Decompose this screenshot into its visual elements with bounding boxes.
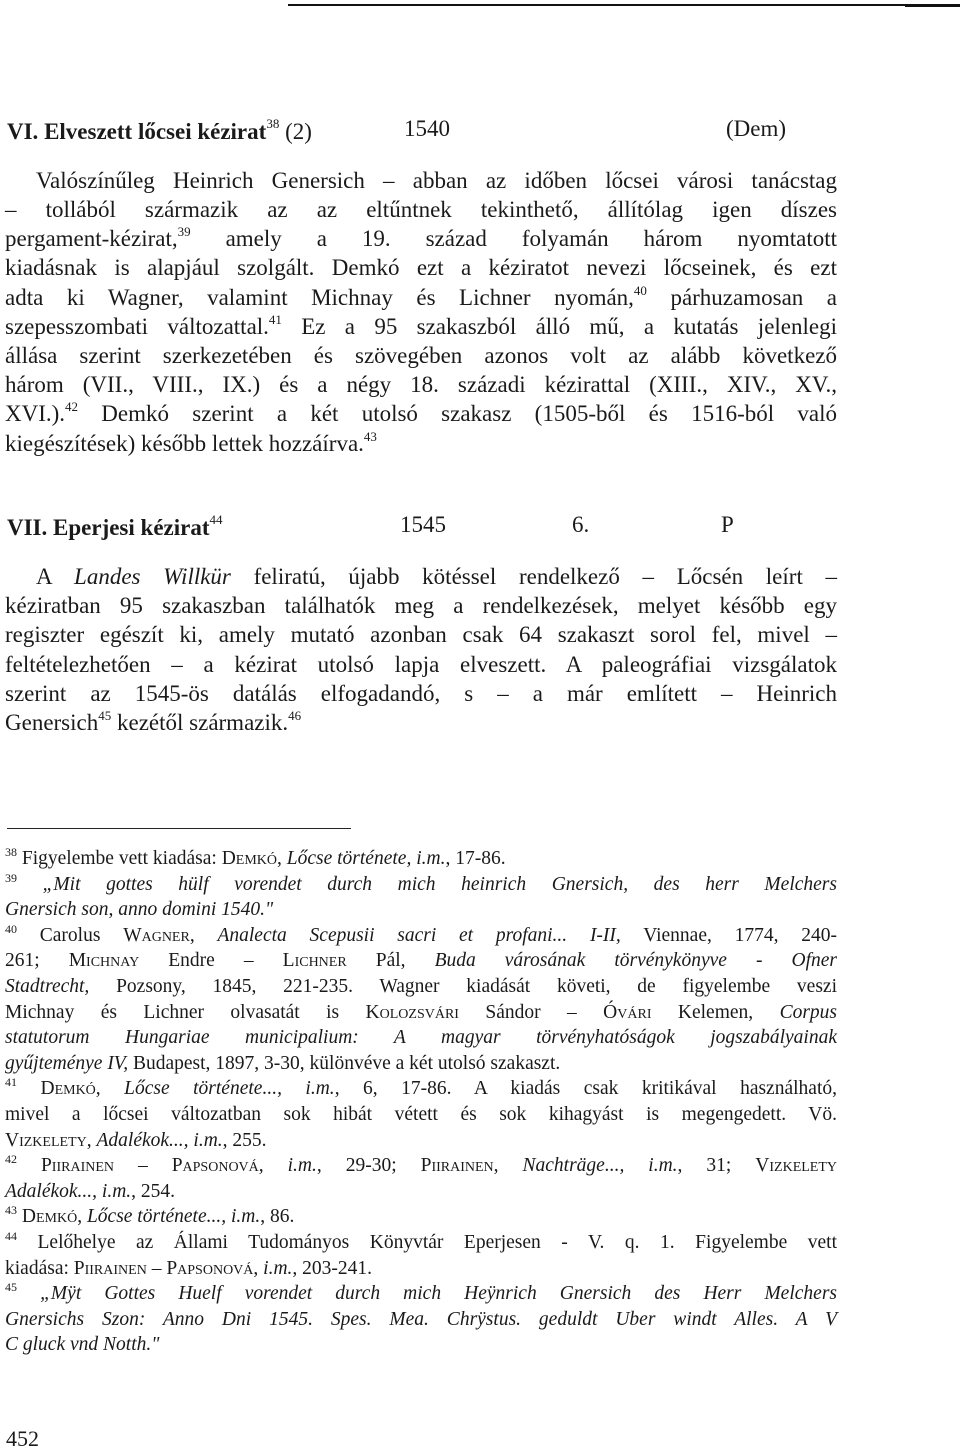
text-line: – tollából származik az az eltűntnek tekinthető, állítólag igen díszes <box>5 197 837 222</box>
section-7-heading <box>7 512 734 541</box>
footnote-41-cont: mivel a lőcsei változatban sok hibát vétett és sok kihagyást is megengedett. Vö. <box>5 1103 837 1125</box>
footnote-40-cont: Stadtrecht, Pozsony, 1845, 221-235. Wagner kiadását követi, de figyelembe veszi <box>5 975 837 997</box>
text-line: adta ki Wagner, valamint Michnay és Lichner nyomán,$^{40}$ párhuzamosan a <box>5 282 837 310</box>
text-line: feltételezhetően – a kézirat utolsó lapja elveszett. A paleográfiai vizsgálatok <box>5 651 837 677</box>
top-rule-thick <box>905 4 960 7</box>
footnote-40: $^{40}$ Carolus Wagner, Analecta Scepusii sacri et profani... I-II, Viennae, 1774, 240- <box>5 921 838 946</box>
text-line: kiadásnak is alapjául szolgált. Demkó ezt a kéziratot nevezi lőcseinek, és ezt <box>5 255 837 281</box>
section-6-paragraph-body <box>5 195 837 458</box>
section-6-count: (2) <box>285 119 312 144</box>
footnote-45-cont: C gluck vnd Notth." <box>5 1334 160 1356</box>
section-7-count: 6. <box>572 512 590 537</box>
text-line: Genersich$^{45}$ kezétől származik.$^{46}$ <box>5 708 302 736</box>
section-6-heading <box>7 116 787 145</box>
footnote-ref: 38 <box>266 116 280 131</box>
footnote-40-cont: gyűjteménye IV, Budapest, 1897, 3-30, különvéve a két utolsó szakaszt. <box>5 1052 561 1074</box>
footnote-38: $^{38}$ Figyelembe vett kiadása: Demkó, Lőcse története, i.m., 17-86. <box>5 845 506 869</box>
section-6-year: 1540 <box>404 116 450 141</box>
footnote-39-cont: Gnersich son, anno domini 1540." <box>5 899 274 921</box>
text-line: kéziratban 95 szakaszban találhatók meg a rendelkezések, melyet később egy <box>5 593 837 619</box>
text-line: kiegészítések) később lettek hozzáírva.$^{43}$ <box>5 428 377 456</box>
footnote-40-cont: statutorum Hungariae municipalium: A magyar törvényhatóságok jogszabályainak <box>5 1027 837 1049</box>
text-line: XVI.).$^{42}$ Demkó szerint a két utolsó szakasz (1505-ből és 1516-ból való <box>5 399 837 427</box>
footnote-45: $^{45}$ „Mÿt Gottes Huelf vorendet durch mich Heÿnrich Gnersich des Herr Melchers <box>5 1280 837 1305</box>
footnote-ref: 44 <box>209 512 223 527</box>
footnote-41-cont: Vizkelety, Adalékok..., i.m., 255. <box>5 1129 267 1151</box>
section-6-title: Elveszett lőcsei kézirat <box>44 119 267 144</box>
footnotes <box>5 846 837 1358</box>
section-7-paragraph <box>5 562 837 737</box>
footnote-39: $^{39}$ „Mit gottes hülf vorendet durch mich heinrich Gnersich, des herr Melchers <box>5 870 837 895</box>
text-line: regiszter egészít ki, amely mutató azonban csak 64 szakaszt sorol fel, mivel – <box>5 622 837 648</box>
footnote-44-cont: kiadása: Piirainen – Papsonová, i.m., 203-241. <box>5 1257 373 1279</box>
text-line: állása szerint szerkezetében és szövegében azonos volt az alább következő <box>5 343 837 369</box>
footnote-42: $^{42}$ Piirainen – Papsonová, i.m., 29-30; Piirainen, Nachträge..., i.m., 31; Vizkelety <box>5 1152 838 1177</box>
footnote-41: $^{41}$ Demkó, Lőcse története..., i.m., 6, 17-86. A kiadás csak kritikával használható, <box>5 1075 837 1100</box>
text-line: A Landes Willkür feliratú, újabb kötéssel rendelkező – Lőcsén leírt – <box>36 564 838 589</box>
footnote-45-cont: Gnersichs Szon: Anno Dni 1545. Spes. Mea. Chrÿstus. geduldt Uber windt Alles. A V <box>5 1308 837 1330</box>
section-6-number: VI. <box>7 119 39 144</box>
section-7-number: VII. <box>7 515 48 540</box>
section-7-title: Eperjesi kézirat <box>53 515 210 540</box>
footnote-42-cont: Adalékok..., i.m., 254. <box>5 1180 176 1202</box>
section-6-paragraph <box>36 166 837 195</box>
text-line: pergament-kézirat,$^{39}$ amely a 19. század folyamán három nyomtatott <box>5 224 837 252</box>
footnote-43: $^{43}$ Demkó, Lőcse története..., i.m., 86. <box>5 1203 295 1228</box>
page-number: 452 <box>6 1426 39 1451</box>
top-rule <box>288 4 960 6</box>
text-line: szerint az 1545-ös datálás elfogadandó, s – a már említett – Heinrich <box>5 680 837 706</box>
section-7-year: 1545 <box>400 512 446 537</box>
footnote-separator <box>7 828 351 829</box>
text-line: szepesszombati változattal.$^{41}$ Ez a 95 szakaszból álló mű, a kutatás jelenlegi <box>5 311 837 339</box>
section-7-code: P <box>721 512 734 537</box>
footnote-40-cont: 261; Michnay Endre – Lichner Pál, Buda városának törvénykönyve - Ofner <box>5 950 838 972</box>
text-line: Valószínűleg Heinrich Genersich – abban az időben lőcsei városi tanácstag <box>36 168 837 193</box>
footnote-44: $^{44}$ Lelőhelye az Állami Tudományos Könyvtár Eperjesen - V. q. 1. Figyelembe vett <box>5 1228 837 1253</box>
text-line: három (VII., VIII., IX.) és a négy 18. századi kézirattal (XIII., XIV., XV., <box>5 372 837 398</box>
section-6-code: (Dem) <box>726 116 787 141</box>
footnote-40-cont: Michnay és Lichner olvasatát is Kolozsvári Sándor – Óvári Kelemen, Corpus <box>5 1001 837 1023</box>
